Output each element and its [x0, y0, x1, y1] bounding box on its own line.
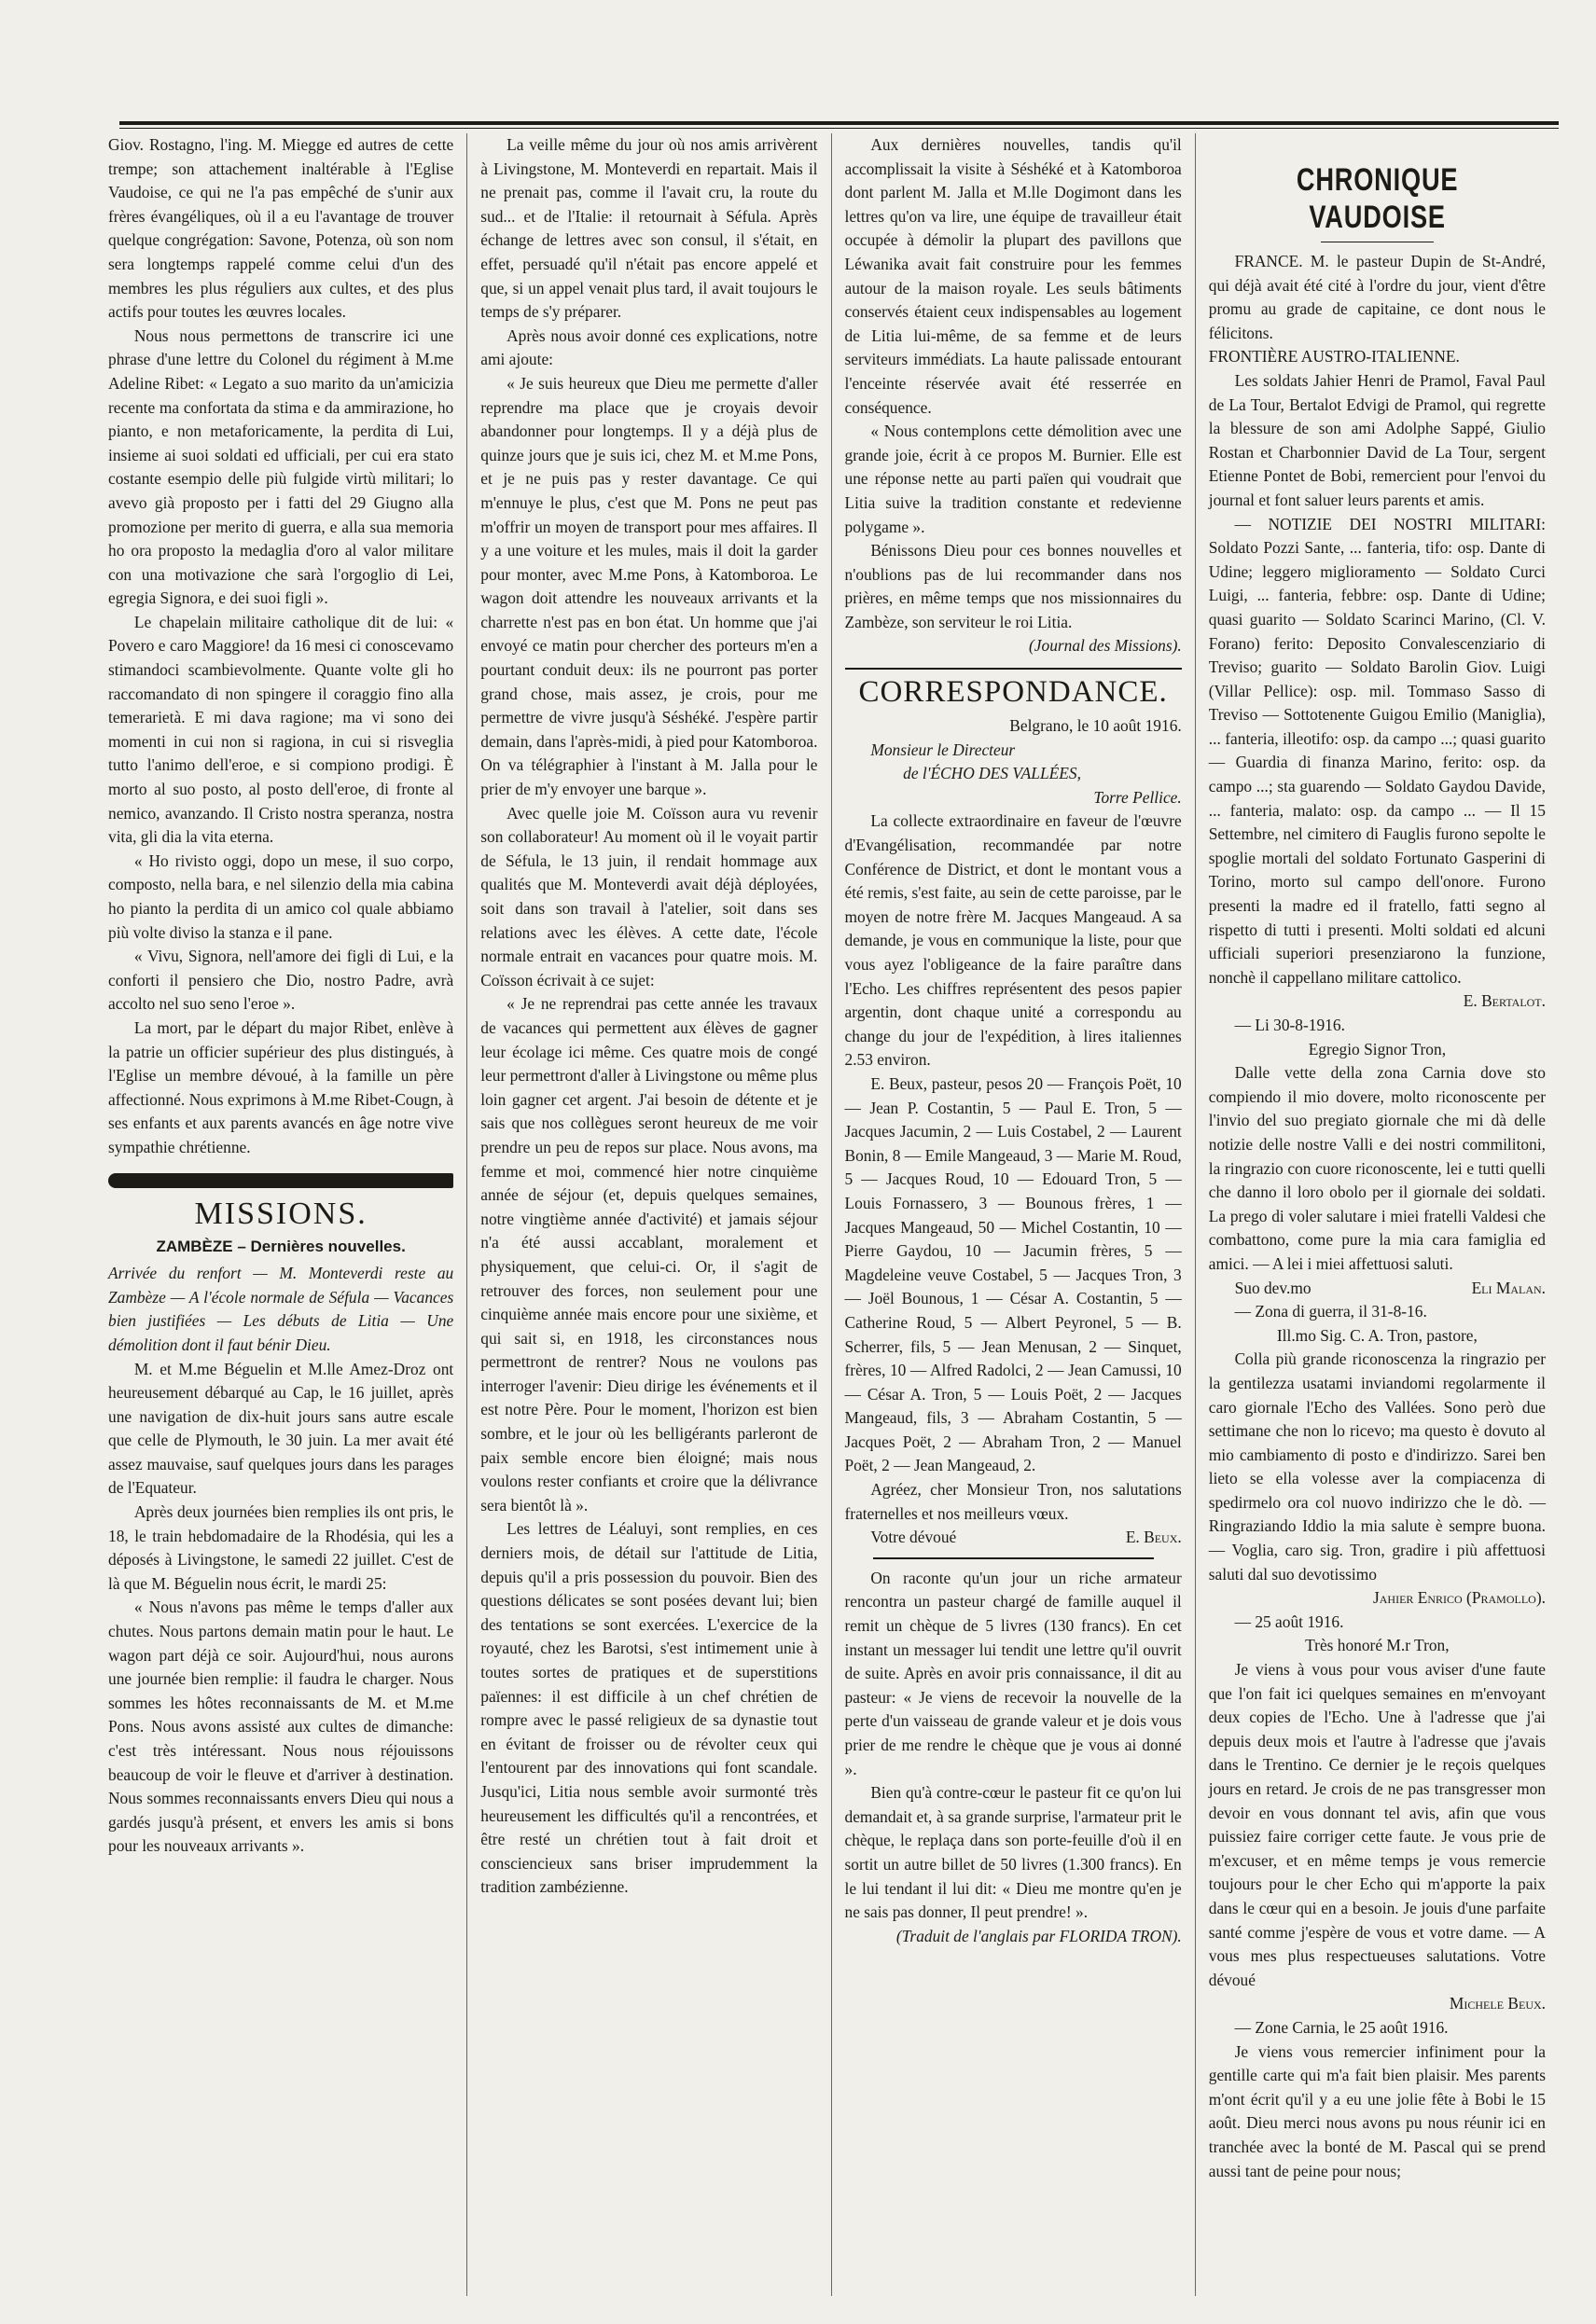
letter-body: Je viens vous remercier infiniment pour la gentille carte qui m'a fait bien plaisir. Mes parents m'ont écrit qu'il y a eu une jolie fête à Bobi le 15 août. Dieu merci nous avons pu nous réunir ici en tranchée avec la bonté de M. Pascal qui se prend aussi tant de peine pour nous; [1208, 2041, 1546, 2180]
paragraph: Bien qu'à contre-cœur le pasteur fit ce qu'on lui demandait et, à sa grande surprise, l'armateur prit le chèque, le replaça dans son porte-feuille d'où il en sortit un autre billet de 50 livres (1.300 francs). En le lui tendant il lui dit: « Dieu me montre qu'en je ne sais pas donner, Il peut prendre! ». [844, 1783, 1182, 1922]
letter-salutation: Très honoré M.r Tron, [1305, 1636, 1450, 1655]
subhead: FRONTIÈRE AUSTRO-ITALIENNE. [1208, 347, 1460, 367]
paragraph: La collecte extraordinaire en faveur de l'œuvre d'Evangélisation, recommandée par notre Conférence de District, et dont le montant vous a été remis, s'est faite, au sein de cette paroisse, par le moyen de notre frère M. Jacques Mangeaud. A sa demande, je vous en communique la liste, pour que vous ayez l'obligeance de la faire paraître dans l'Echo. Les chiffres représentent des pesos papier argentin, dont chaque unité a correspondu au change du jour de l'expédition, à lires italiennes 2.53 environ. [844, 811, 1182, 1070]
letter-closing-row [845, 1526, 1182, 1550]
top-double-rule [119, 121, 1559, 125]
letter-signature: Eli Malan. [1471, 1278, 1546, 1297]
column-4 [1195, 133, 1559, 2296]
paragraph: On raconte qu'un jour un riche armateur rencontra un pasteur chargé de famille auquel il remit un chèque de 5 livres (130 francs). En cet instant un messager lui tendit une lettre qu'il ouvrit de suite. Après en avoir pris connaissance, il dit au pasteur: « Je viens de recevoir la nouvelle de la perte d'un vaisseau de grande valeur et je dois vous prier de me rendre le chèque que je vous ai donné ». [844, 1568, 1182, 1778]
source-citation: (Journal des Missions). [1028, 636, 1182, 656]
paragraph: « Vivu, Signora, nell'amore dei figli di Lui, e la conforti il pensiero che Dio, nostro Padre, avrà accolto nel suo seno l'eroe ». [108, 947, 454, 1014]
column-2 [466, 133, 830, 2296]
paragraph: « Je suis heureux que Dieu me permette d'aller reprendre ma place que je croyais devoir abandonner pour longtemps. Il y a déjà plus de quinze jours que je suis ici, chez M. et M.me Pons, et je ne puis pas y rester davantage. Ce qui m'ennuye le plus, c'est que M. Pons ne peut pas m'offrir un moyen de transport pour mes affaires. Il y a une voiture et les mules, mais il doit la garder pour monter, avec M.me Pons, à Katomboroa. Le wagon doit attendre les nouveaux arrivants et la charrette n'est pas en bon état. Un homme que j'ai envoyé ce matin pour chercher des porteurs m'en a pourtant conduit deux: ils ne pourront pas porter grand chose, mais assez, je crois, pour me permettre de vivre jusqu'à Séshéké. J'espère partir demain, dans l'après-midi, à pied pour Katomboroa. On va télégraphier à l'instant à M. Jalla pour le prier de m'y envoyer une barque ». [480, 373, 818, 799]
signature: E. Bertalot. [1463, 991, 1546, 1011]
paragraph: La veille même du jour où nos amis arrivèrent à Livingstone, M. Monteverdi en repartait. Mais il ne prenait pas, comme il l'avait cru, la route du sud... et de l'Italie: il retournait à Séfula. Après échange de lettres avec son consul, il s'était, en effet, persuadé qu'il n'était pas encore appelé et que, si un appel venait plus tard, il avait toujours le temps de s'y préparer. [480, 135, 818, 322]
letter-address: Monsieur le Directeur [870, 740, 1016, 759]
paragraph: Les lettres de Léaluyi, sont remplies, en ces derniers mois, de détail sur l'attitude de Litia, depuis qu'il a pris possession du pouvoir. Bien des questions délicates se sont posées devant lui; bien des tentations se sont exercées. L'exercice de la royauté, chez les Barotsi, s'est intimement unie à toutes sortes de pratiques et de superstitions païennes: il est difficile à un chef chrétien de rompre avec le passé religieux de sa dynastie tout en évitant de froisser ou de révolter ceux qui l'entourent par des innovations qui font scandale. Jusqu'ici, Litia nous semble avoir surmonté très heureusement les difficultés qu'il a rencontrées, et être resté un chrétien tout à fait droit et consciencieux sans briser imprudemment la tradition zambézienne. [480, 1519, 818, 1897]
columns [103, 133, 1559, 2296]
letter-body: Colla più grande riconoscenza la ringrazio per la gentilezza usatami inviandomi regolarmente il caro giornale l'Echo des Vallées. Sono però due settimane che non lo ricevo; ma questo è dovuto al mio cambiamento di posto e d'indirizzo. Sarei ben lieto se ella volesse aver la compiacenza di spedirmelo ora col nuovo indirizzo che le dò. — Ringraziando Iddio la mia salute è sempre buona. — Voglia, caro sig. Tron, gradire i più affettuosi saluti dal suo devotissimo [1208, 1349, 1546, 1584]
paragraph: Le chapelain militaire catholique dit de lui: « Povero e caro Maggiore! da 16 mesi ci conoscevamo stimandoci scambievolmente. Quante volte gli ho raccomandato di non spingere il coraggio fino alla temerarietà. E mi dava ragione; ma vi sono dei momenti in cui non si ragiona, in cui si risveglia tutto l'animo dell'eroe, e si compiono prodigi. È morto al suo posto, al posto dell'eroe, di fronte al nemico, avanzando. Il Cristo nostra speranza, nostra vita, gli dia la vita eterna. [108, 612, 454, 847]
missions-title: MISSIONS. [194, 1196, 368, 1231]
correspondance-title: CORRESPONDANCE. [858, 675, 1168, 710]
paragraph: « Je ne reprendrai pas cette année les travaux de vacances qui permettent aux élèves de gagner leur écolage ici même. Ces quatre mois de congé leur permettront d'aller à Livingstone ou même plus loin gagner cet argent. J'ai besoin de détente et je sais que nos collègues seront heureux de me voir prendre un peu de repos sur place. Nous avons, ma femme et moi, commencé hier notre cinquième année de séjour (et, depuis quelques semaines, notre vingtième année d'activité) et jamais séjour n'a été aussi accablant, moralement et physiquement, que celui-ci. Or, il s'agit de retrouver des forces, non seulement pour une cinquième année mais encore pour une sixième, et qui sait si, en 1918, les circonstances nous permettront de rentrer? Nous ne voulons pas interroger l'avenir: Dieu dirige les événements et il est notre Père. Pour le moment, l'horizon est bien sombre, et le jour où les belligérants parleront de paix semble encore bien éloigné; mais nous voulons rester confiants et croire que la délivrance sera bientôt là ». [480, 994, 818, 1515]
letter-signature: Michele Beux. [1449, 1994, 1546, 2013]
letter-closing-row [1209, 1277, 1546, 1301]
section-divider-bar [108, 1173, 453, 1188]
letter-closing: Suo dev.mo [1234, 1278, 1311, 1297]
missions-summary: Arrivée du renfort — M. Monteverdi reste au Zambèze — A l'école normale de Séfula — Vacances bien justifiées — Les débuts de Litia — Une démolition dont il faut bénir Dieu. [108, 1264, 454, 1354]
translation-credit: (Traduit de l'anglais par FLORIDA TRON). [895, 1926, 1182, 1945]
letter-address: Torre Pellice. [1093, 787, 1182, 807]
divider-rule [873, 1557, 1154, 1559]
paragraph: M. et M.me Béguelin et M.lle Amez-Droz ont heureusement débarqué au Cap, le 16 juillet, après une navigation de dix-huit jours sans autre escale que celle de Plymouth, le 30 juin. La mer avait été assez mauvaise, sauf quelques jours dans les parages de l'Equateur. [108, 1359, 454, 1498]
paragraph: Après deux journées bien remplies ils ont pris, le 18, le train hebdomadaire de la Rhodésia, qui les a déposés à Livingstone, le samedi 22 juillet. C'est de là que M. Béguelin nous écrit, le mardi 25: [108, 1502, 454, 1593]
letter-body: Dalle vette della zona Carnia dove sto compiendo il mio dovere, molto riconoscente per l'invio del suo pregiato giornale che mi dà delle notizie delle nostre Valli e dei nostri commilitoni, la ringrazio con cuore riconoscente, lei e tutti quelli che danno il loro obolo per il giornale dei soldati. La prego di voler salutare i miei fratelli Valdesi che combattono, come pure la mia cara famiglia ed amici. — A lei i miei affettuosi saluti. [1208, 1063, 1546, 1273]
letter-signature: Jahier Enrico (Pramollo). [1372, 1588, 1546, 1608]
column-1 [103, 133, 466, 2296]
paragraph: Avec quelle joie M. Coïsson aura vu revenir son collaborateur! Au moment où il le voyait partir de Séfula, le 13 juin, il rendait hommage aux qualités que M. Monteverdi avait déjà déployées, soit dans son travail à l'atelier, soit dans ses relations avec les élèves. A cette date, l'école normale entrait en vacances pour quatre mois. M. Coïsson écrivait à ce sujet: [480, 803, 818, 989]
letter-body: Je viens à vous pour vous aviser d'une faute que l'on fait ici quelques semaines en m'envoyant deux copies de l'Echo. Une à l'adresse que j'ai depuis deux mois et l'autre à l'adresse que j'avais dans le Trentino. Ce dernier je le reçois quelques jours en retard. Je crois de ne pas transgresser mon devoir en vous donnant tel avis, afin que vous puissiez faire corriger cette faute. Je vous prie de m'excuser, et en même temps je vous remercie toujours pour le cher Echo qui m'apporte la paix dans le cœur qui en a besoin. Je jouis d'une parfaite santé comme j'espère de vous et votre dame. — A vous mes plus respectueuses salutations. Votre dévoué [1208, 1660, 1546, 1989]
correspondance-section [845, 668, 1182, 1550]
chronique-title: CHRONIQUE VAUDOISE [1296, 162, 1459, 235]
paragraph: Aux dernières nouvelles, tandis qu'il accomplissait la visite à Séshéké et à Katomboroa dont parlent M. Jalla et M.lle Dogimont dans les lettres qu'on va lire, une équipe de travailleur était occupée à démolir la plupart des pavillons que Léwanika avait fait construire pour les femmes autour de la maison royale. Les seuls bâtiments conservés étaient ceux indispensables au logement de Litia lui-même, de sa femme et de leurs serviteurs immédiats. La haute palissade entourant l'enceinte réservée avait été resserrée en conséquence. [844, 135, 1182, 417]
letter-date: Belgrano, le 10 août 1916. [1009, 716, 1182, 736]
donor-list: E. Beux, pasteur, pesos 20 — François Poët, 10 — Jean P. Costantin, 5 — Paul E. Tron, 5 — Jacques Jacumin, 2 — Luis Costabel, 2 — Laurent Bonin, 8 — Emile Mangeaud, 3 — Marie M. Roud, 5 — Jacques Roud, 10 — Edouard Tron, 5 — Louis Fornassero, 3 — Bounous frères, 1 — Jacques Mangeaud, 50 — Michel Costantin, 10 — Pierre Gaydou, 10 — Jacumin frères, 5 — Magdeleine veuve Costabel, 5 — Jacques Tron, 3 — Joël Bounous, 1 — César A. Costantin, 5 — Catherine Roud, 5 — Albert Peyronel, 5 — B. Scherrer, fils, 5 — Jean Menusan, 2 — Sinquet, frères, 10 — Alfred Radolci, 2 — Jean Camussi, 10 — César A. Tron, 5 — Louis Poët, 2 — Jacques Mangeaud, fils, 3 — Abraham Costantin, 5 — Jacques Poët, 2 — Abraham Tron, 2 — Manuel Poët, 2 — Jean Mangeaud, 2. [844, 1073, 1182, 1475]
paragraph: La mort, par le départ du major Ribet, enlève à la patrie un officier supérieur des plus distingués, à l'Eglise un membre dévoué, à la famille un père affectionné. Nous exprimons à M.me Ribet-Cougn, à ses enfants et aux parents avancés en âge notre vive sympathie chrétienne. [108, 1017, 454, 1156]
missions-subtitle: ZAMBÈZE – Dernières nouvelles. [156, 1237, 406, 1255]
paragraph: Les soldats Jahier Henri de Pramol, Faval Paul de La Tour, Bertalot Edvigi de Pramol, qui regrette la blessure de son ami Adolphe Sappé, Giulio Rostan et Charbonnier David de La Tour, sergent Etienne Pontet de Bobi, remercient pour l'envoi du journal et font saluer leurs parents et amis. [1208, 370, 1546, 509]
letter-salutation: Egregio Signor Tron, [1308, 1039, 1447, 1058]
letter-salutation: Ill.mo Sig. C. A. Tron, pastore, [1276, 1325, 1478, 1345]
paragraph: « Nous contemplons cette démolition avec une grande joie, écrit à ce propos M. Burnier. Elle est une réponse nette au parti païen qui voudrait que Litia suive la tradition constante et redevienne polygame ». [844, 422, 1182, 536]
letter-date: — Zone Carnia, le 25 août 1916. [1234, 2017, 1449, 2037]
paragraph: Nous nous permettons de transcrire ici une phrase d'une lettre du Colonel du régiment à M.me Adeline Ribet: « Legato a suo marito da un'amicizia recente ma confortata da stima e da ammirazione, ho pianto, e non metaforicamente, la perdita di Lui, insieme ai suoi soldati ed ufficiali, per cui era stato costante esempio delle più fulgide virtù militari; lo avevo già proposto per i fatti del 29 Giugno alla promozione per merito di guerra, e alla sua memoria ho ora proposto la medaglia d'oro al valor militare con una motivazione che sarà l'orgoglio di Lei, egregia Signora, e dei suoi figli ». [108, 325, 454, 608]
letter-date: — Li 30-8-1916. [1234, 1016, 1345, 1034]
paragraph: — NOTIZIE DEI NOSTRI MILITARI: Soldato Pozzi Sante, ... fanteria, tifo: osp. Dante di Udine; leggero miglioramento — Soldato Curci Luigi, ... fanteria, febbre: osp. Dante di Udine; quasi guarito — Soldato Scarinci Marino, (Cl. V. Forano) ferito: Deposito Convalescenziario di Treviso; guarito — Soldato Barolin Giov. Luigi (Villar Pellice): osp. mil. Tommaso Sasso di Treviso — Sottotenente Guigou Emilio (Maniglia), ... fanteria, illeotifo: osp. da campo ...; quasi guarito — Guardia di finanza Marino, ferito: osp. da campo ...; sta guarendo — Soldato Gaydou Davide, ... fanteria, malato: osp. da campo ... — Il 15 Settembre, nel cimitero di Fauglis furono sepolte le spoglie mortali del soldato Fortunato Gasperini di Torino, morto sul campo dell'onore. Furono presenti la madre ed il fratello, fatti segno al rispetto di tutti i presenti. Molti soldati ed alcuni ufficiali superiori presenziarono la funzione, nonchè il cappellano militare cattolico. [1208, 514, 1546, 987]
letter-address: de l'ÉCHO DES VALLÉES, [903, 764, 1081, 783]
letter-closing: Votre dévoué [870, 1528, 957, 1547]
paragraph: Bénissons Dieu pour ces bonnes nouvelles et n'oublions pas de lui recommander dans nos prières, en même temps que nos missionnaires du Zambèze, son serviteur le roi Litia. [844, 541, 1182, 631]
paragraph: Giov. Rostagno, l'ing. M. Miegge ed autres de cette trempe; son attachement inaltérable à l'Eglise Vaudoise, ce qui ne l'a pas empêché de s'unir aux frères évangéliques, où il a eu l'avantage de trouver quelque congrégation: Savone, Potenza, où son nom sera longtemps rappelé comme celui d'un des membres les plus réguliers aux cultes, et des plus actifs pour toutes les œuvres locales. [108, 135, 454, 322]
paragraph: Après nous avoir donné ces explications, notre ami ajoute: [480, 325, 818, 369]
paragraph: « Nous n'avons pas même le temps d'aller aux chutes. Nous partons demain matin pour le haut. Le wagon part déjà ce soir. Aujourd'hui, nous aurons une journée bien remplie: il faudra le charger. Nous sommes les hôtes reconnaissants de M. et M.me Pons. Nous avons assisté aux cultes de dimanche: c'est très intéressant. Nous nous réjouissons beaucoup de voir le fleuve et d'arriver à destination. Nous sommes reconnaissants envers Dieu qui nous a gardés jusqu'à présent, et envers les amis si bons pour les nouveaux arrivants ». [108, 1598, 454, 1856]
column-3 [831, 133, 1195, 2296]
letter-signature: E. Beux. [1125, 1528, 1182, 1547]
letter-date: — Zona di guerra, il 31-8-16. [1234, 1302, 1427, 1321]
letter-date: — 25 août 1916. [1234, 1612, 1344, 1631]
paragraph: FRANCE. M. le pasteur Dupin de St-André, qui déjà avait été cité à l'ordre du jour, vient d'être promu au grade de capitaine, ce dont nous le félicitons. [1208, 252, 1546, 342]
paragraph: « Ho rivisto oggi, dopo un mese, il suo corpo, composto, nella bara, e nel silenzio della mia cabina ho pianto la perdita di un amico col quale abbiamo più volte diviso la stanza e il pane. [108, 851, 454, 942]
paragraph: Agréez, cher Monsieur Tron, nos salutations fraternelles et nos meilleurs vœux. [844, 1480, 1182, 1523]
